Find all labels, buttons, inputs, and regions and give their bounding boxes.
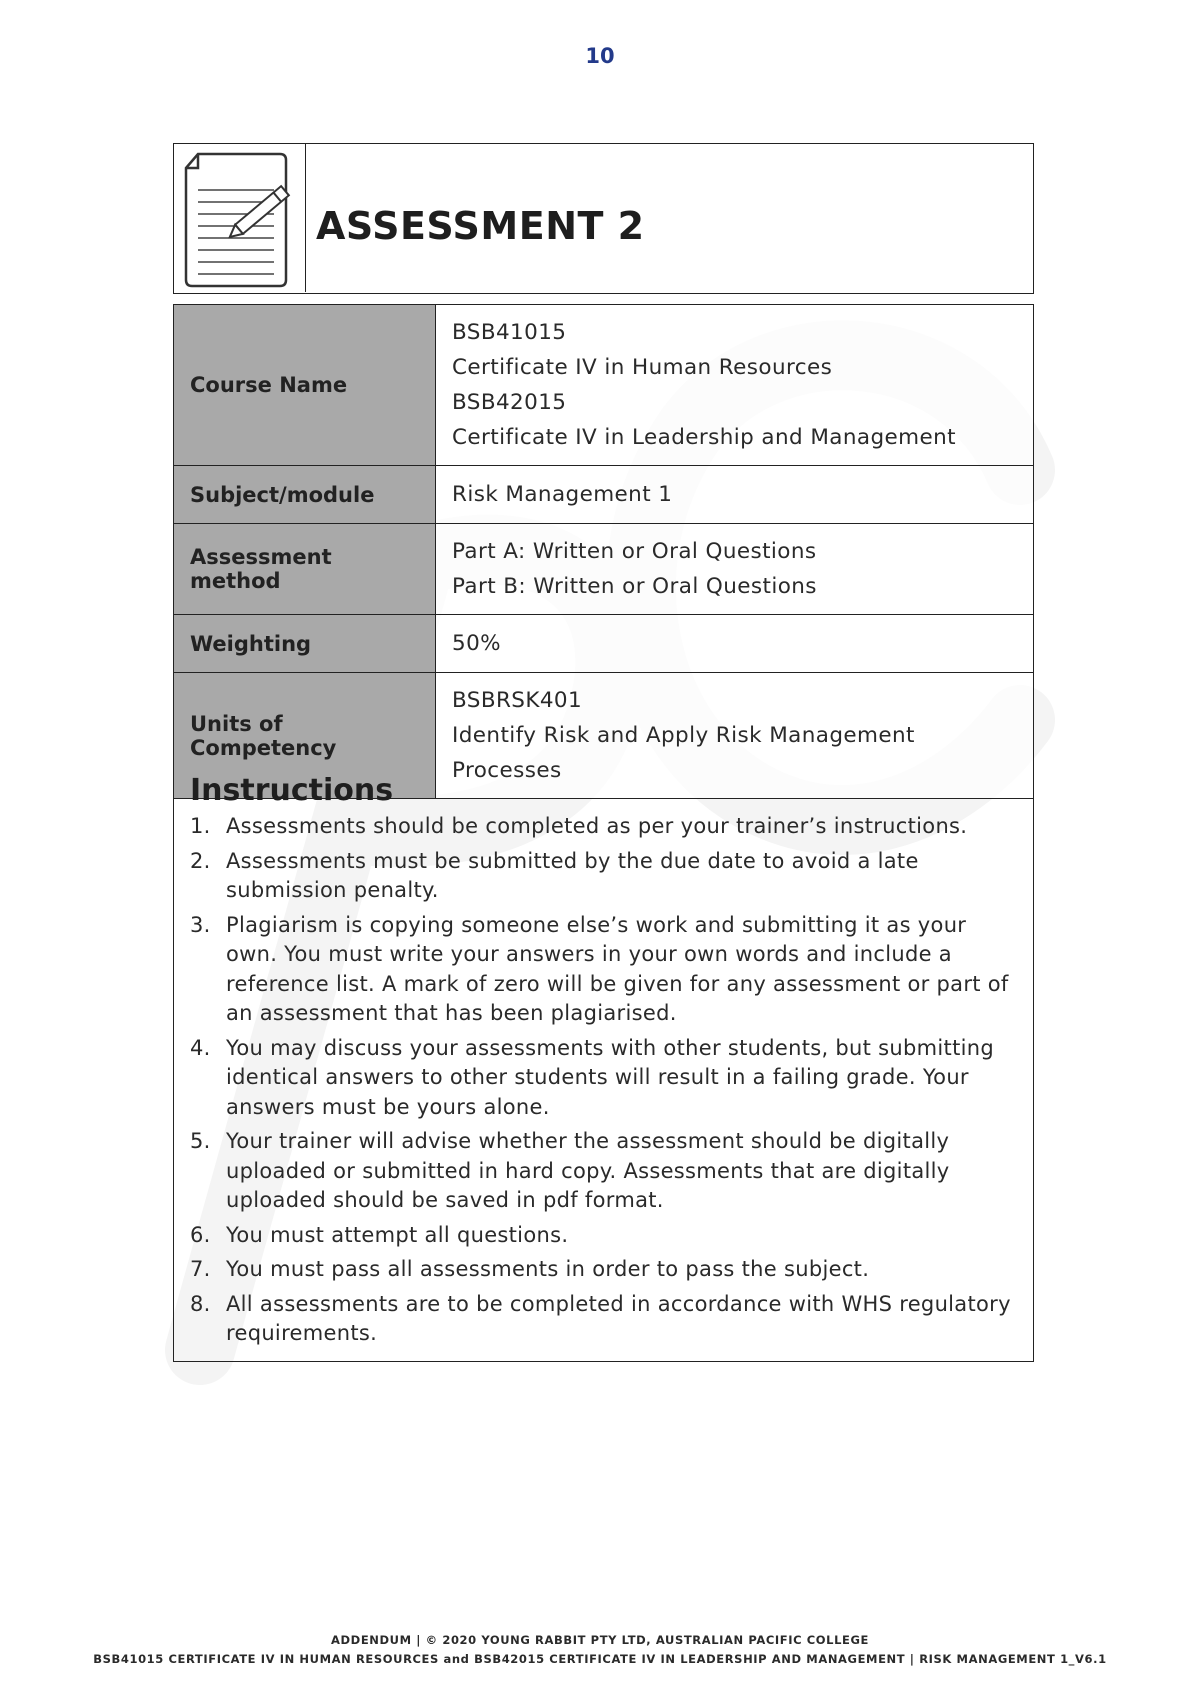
course-title-1: Certificate IV in Human Resources (452, 355, 833, 380)
list-item (190, 1221, 1017, 1251)
weighting-label: Weighting (174, 615, 436, 673)
item-number: 1. (190, 814, 211, 838)
item-text: Assessments should be completed as per your trainer’s instructions. (226, 814, 968, 838)
course-code-1: BSB41015 (452, 320, 567, 345)
item-number: 3. (190, 912, 211, 937)
item-text: You must pass all assessments in order to pass the subject. (226, 1257, 870, 1281)
weighting-value (436, 615, 1034, 673)
weighting-text: 50% (452, 631, 501, 656)
instructions-section (173, 753, 1034, 1362)
assessment-method-label: Assessment method (174, 524, 436, 615)
assessment-method-part-b: Part B: Written or Oral Questions (452, 574, 817, 599)
item-text: All assessments are to be completed in accordance with WHS regulatory requirements. (226, 1291, 1011, 1345)
assessment-title-box (173, 143, 1034, 294)
table-row (174, 466, 1034, 524)
document-pencil-icon (182, 150, 300, 288)
list-item (190, 1127, 1017, 1216)
list-item (190, 1255, 1017, 1285)
item-text: Your trainer will advise whether the assessment should be digitally uploaded or submitted in hard copy. Assessments that are digitally uploaded should be saved in pdf format. (226, 1129, 950, 1212)
course-name-label: Course Name (174, 305, 436, 466)
item-number: 6. (190, 1222, 211, 1247)
footer-copyright: ADDENDUM | © 2020 YOUNG RABBIT PTY LTD, AUSTRALIAN PACIFIC COLLEGE (331, 1633, 869, 1647)
instructions-list (190, 812, 1017, 1349)
assessment-details-table (173, 304, 1034, 799)
table-row (174, 305, 1034, 466)
instructions-heading: Instructions (190, 773, 394, 808)
footer-course-info: BSB41015 CERTIFICATE IV IN HUMAN RESOURCES and BSB42015 CERTIFICATE IV IN LEADERSHIP AND MANAGEMENT | RISK MANAGEMENT 1_V6.1 (93, 1652, 1107, 1666)
assessment-method-value (436, 524, 1034, 615)
document-icon-cell (174, 144, 306, 292)
unit-title: Identify Risk and Apply Risk Management Processes (452, 723, 915, 783)
table-row (174, 524, 1034, 615)
course-code-2: BSB42015 (452, 390, 567, 415)
item-text: You must attempt all questions. (226, 1222, 569, 1247)
page-number: 10 (585, 44, 615, 68)
item-text: Plagiarism is copying someone else’s work and submitting it as your own. You must write your answers in your own words and include a reference list. A mark of zero will be given for any assessment or part of an assessment that has been plagiarised. (226, 912, 1009, 1025)
list-item (190, 1034, 1017, 1123)
item-number: 5. (190, 1129, 211, 1153)
item-number: 2. (190, 848, 211, 873)
assessment-method-part-a: Part A: Written or Oral Questions (452, 539, 817, 564)
units-of-competency-label: Units of Competency (174, 673, 436, 799)
item-text: You may discuss your assessments with other students, but submitting identical answers to other students will result in a failing grade. Your answers must be yours alone. (226, 1035, 994, 1119)
item-number: 4. (190, 1035, 211, 1060)
course-title-2: Certificate IV in Leadership and Management (452, 425, 956, 450)
subject-module-text: Risk Management 1 (452, 482, 673, 507)
item-number: 7. (190, 1257, 211, 1281)
list-item (190, 911, 1017, 1029)
course-name-value (436, 305, 1034, 466)
table-row (174, 615, 1034, 673)
assessment-title: ASSESSMENT 2 (316, 204, 645, 248)
item-text: Assessments must be submitted by the due date to avoid a late submission penalty. (226, 848, 919, 902)
unit-code: BSBRSK401 (452, 688, 583, 713)
item-number: 8. (190, 1291, 211, 1316)
subject-module-value (436, 466, 1034, 524)
list-item (190, 1290, 1017, 1349)
subject-module-label: Subject/module (174, 466, 436, 524)
list-item (190, 847, 1017, 906)
list-item (190, 812, 1017, 842)
